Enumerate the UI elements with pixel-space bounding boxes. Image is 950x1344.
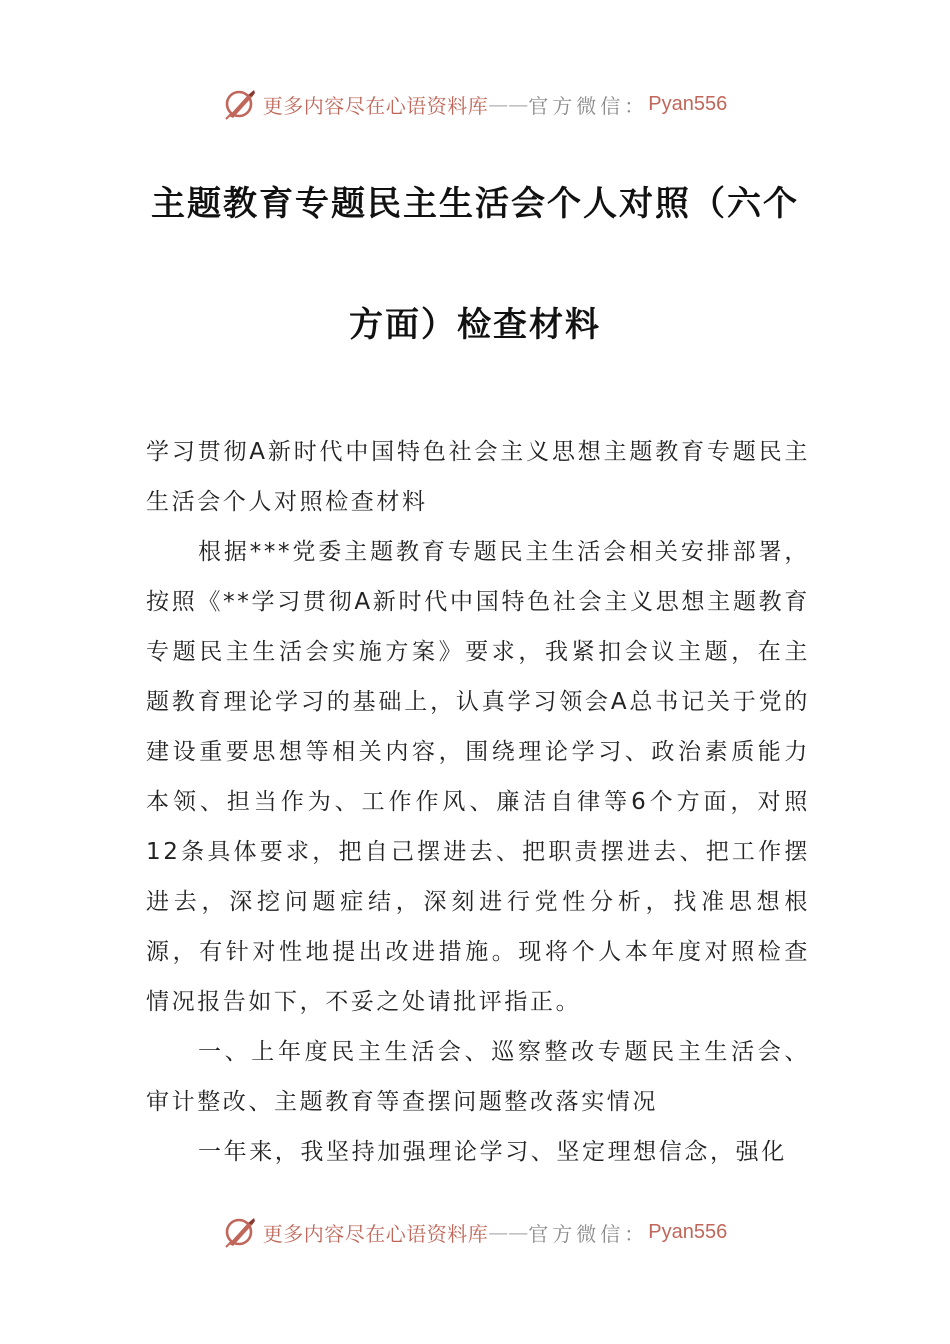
document-title-line-1: 主题教育专题民主生活会个人对照（六个 xyxy=(151,184,799,224)
banner-wechat-id: Pyan556 xyxy=(648,1220,728,1243)
body-paragraph-1: 学习贯彻A新时代中国特色社会主义思想主题教育专题民主生活会个人对照检查材料 xyxy=(146,439,810,515)
body-paragraph-2: 根据***党委主题教育专题民主生活会相关安排部署，按照《**学习贯彻A新时代中国特色社会主义思想主题教育专题民主生活会实施方案》要求，我紧扣会议主题，在主题教育理论学习的基础上，认真学习领会A总书记关于党的建设重要思想等相关内容，围绕理论学习、政治素质能力本领、担当作为、工作作风、廉洁自律等6个方面，对照12条具体要求，把自己摆进去、把职责摆进去、把工作摆进去，深挖问题症结，深刻进行党性分析，找准思想根源，有针对性地提出改进措施。现将个人本年度对照检查情况报告如下，不妥之处请批评指正。 xyxy=(146,539,810,1015)
header-banner xyxy=(0,84,950,124)
banner-text: 更多内容尽在心语资料库 xyxy=(262,93,489,118)
banner-separator: —— xyxy=(488,1220,529,1244)
banner-text: 更多内容尽在心语资料库 xyxy=(262,1221,489,1246)
body-paragraph-4: 一年来，我坚持加强理论学习、坚定理想信念，强化 xyxy=(198,1139,787,1165)
footer-banner xyxy=(0,1212,950,1252)
pen-logo-icon xyxy=(223,1215,257,1249)
document-body xyxy=(146,427,810,1177)
banner-official-label: 官方微信： xyxy=(528,1221,649,1246)
body-paragraph-3: 一、上年度民主生活会、巡察整改专题民主生活会、审计整改、主题教育等查摆问题整改落实情况 xyxy=(146,1039,810,1115)
banner-wechat-id: Pyan556 xyxy=(648,92,728,115)
document-title-line-2: 方面）检查材料 xyxy=(349,305,601,345)
banner-official-label: 官方微信： xyxy=(528,93,649,118)
pen-logo-icon xyxy=(223,87,257,121)
banner-separator: —— xyxy=(488,92,529,116)
